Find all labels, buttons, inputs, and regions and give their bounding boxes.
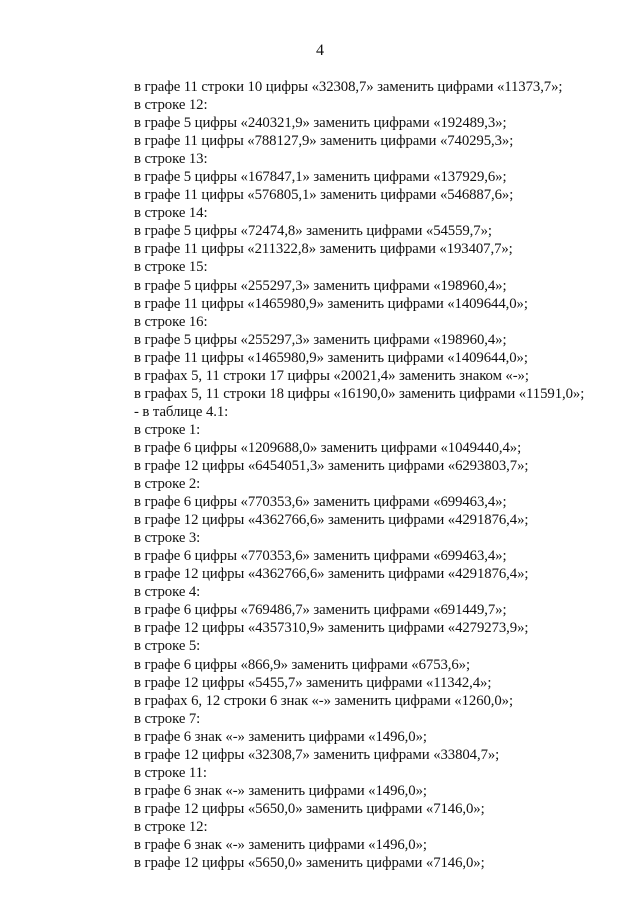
text-line: в строке 3: <box>134 530 201 547</box>
text-line: в графах 5, 11 строки 17 цифры «20021,4» заменить знаком «-»; <box>134 367 529 384</box>
text-line: в строке 14: <box>134 205 208 222</box>
text-line: в графе 6 цифры «866,9» заменить цифрами «6753,6»; <box>134 656 470 673</box>
text-line: в строке 4: <box>134 584 201 601</box>
text-line: в графе 12 цифры «4362766,6» заменить цифрами «4291876,4»; <box>134 566 529 583</box>
text-line: в графе 12 цифры «4362766,6» заменить цифрами «4291876,4»; <box>134 512 529 529</box>
text-line: в графе 12 цифры «32308,7» заменить цифрами «33804,7»; <box>134 746 500 763</box>
text-line: в графе 5 цифры «72474,8» заменить цифрами «54559,7»; <box>134 223 492 240</box>
text-line: в графе 6 знак «-» заменить цифрами «1496,0»; <box>134 728 427 745</box>
text-line: в строке 5: <box>134 638 201 655</box>
text-line: - в таблице 4.1: <box>134 403 229 420</box>
text-line: в строке 16: <box>134 313 208 330</box>
text-line: в графе 6 цифры «770353,6» заменить цифрами «699463,4»; <box>134 548 507 565</box>
text-line: в графе 11 строки 10 цифры «32308,7» заменить цифрами «11373,7»; <box>134 79 563 95</box>
text-line: в графе 11 цифры «576805,1» заменить цифрами «546887,6»; <box>134 187 514 204</box>
page-number: 4 <box>316 42 324 59</box>
text-line: в графе 11 цифры «1465980,9» заменить цифрами «1409644,0»; <box>134 349 528 366</box>
text-line: в строке 13: <box>134 151 208 168</box>
text-line: в строке 7: <box>134 710 201 727</box>
text-line: в графе 11 цифры «1465980,9» заменить цифрами «1409644,0»; <box>134 295 528 312</box>
text-line: в графе 6 цифры «1209688,0» заменить цифрами «1049440,4»; <box>134 439 522 456</box>
text-line: в графе 12 цифры «5455,7» заменить цифрами «11342,4»; <box>134 674 492 691</box>
text-line: в графе 6 цифры «769486,7» заменить цифрами «691449,7»; <box>134 602 507 619</box>
text-line: в графе 5 цифры «240321,9» заменить цифрами «192489,3»; <box>134 115 507 132</box>
document-body <box>134 78 634 872</box>
text-line: в графе 6 знак «-» заменить цифрами «1496,0»; <box>134 836 427 853</box>
text-line: в графе 12 цифры «5650,0» заменить цифрами «7146,0»; <box>134 855 485 872</box>
text-line: в строке 12: <box>134 818 208 835</box>
text-line: в графе 11 цифры «211322,8» заменить цифрами «193407,7»; <box>134 241 513 258</box>
text-line: в графе 12 цифры «5650,0» заменить цифрами «7146,0»; <box>134 800 485 817</box>
text-line: в графе 5 цифры «255297,3» заменить цифрами «198960,4»; <box>134 277 507 294</box>
text-line: в графе 5 цифры «167847,1» заменить цифрами «137929,6»; <box>134 169 507 186</box>
text-line: в строке 2: <box>134 476 201 493</box>
text-line: в графе 11 цифры «788127,9» заменить цифрами «740295,3»; <box>134 133 514 150</box>
text-line: в графе 12 цифры «6454051,3» заменить цифрами «6293803,7»; <box>134 457 529 474</box>
text-line: в строке 1: <box>134 421 201 438</box>
text-line: в графе 5 цифры «255297,3» заменить цифрами «198960,4»; <box>134 331 507 348</box>
text-line: в графе 6 знак «-» заменить цифрами «1496,0»; <box>134 782 427 799</box>
text-line: в строке 15: <box>134 259 208 276</box>
text-line: в графах 5, 11 строки 18 цифры «16190,0» заменить цифрами «11591,0»; <box>134 385 585 402</box>
text-line: в графе 6 цифры «770353,6» заменить цифрами «699463,4»; <box>134 494 507 511</box>
text-line: в графах 6, 12 строки 6 знак «-» заменить цифрами «1260,0»; <box>134 692 513 709</box>
text-line: в графе 12 цифры «4357310,9» заменить цифрами «4279273,9»; <box>134 620 529 637</box>
text-line: в строке 12: <box>134 97 208 114</box>
text-line: в строке 11: <box>134 764 207 781</box>
